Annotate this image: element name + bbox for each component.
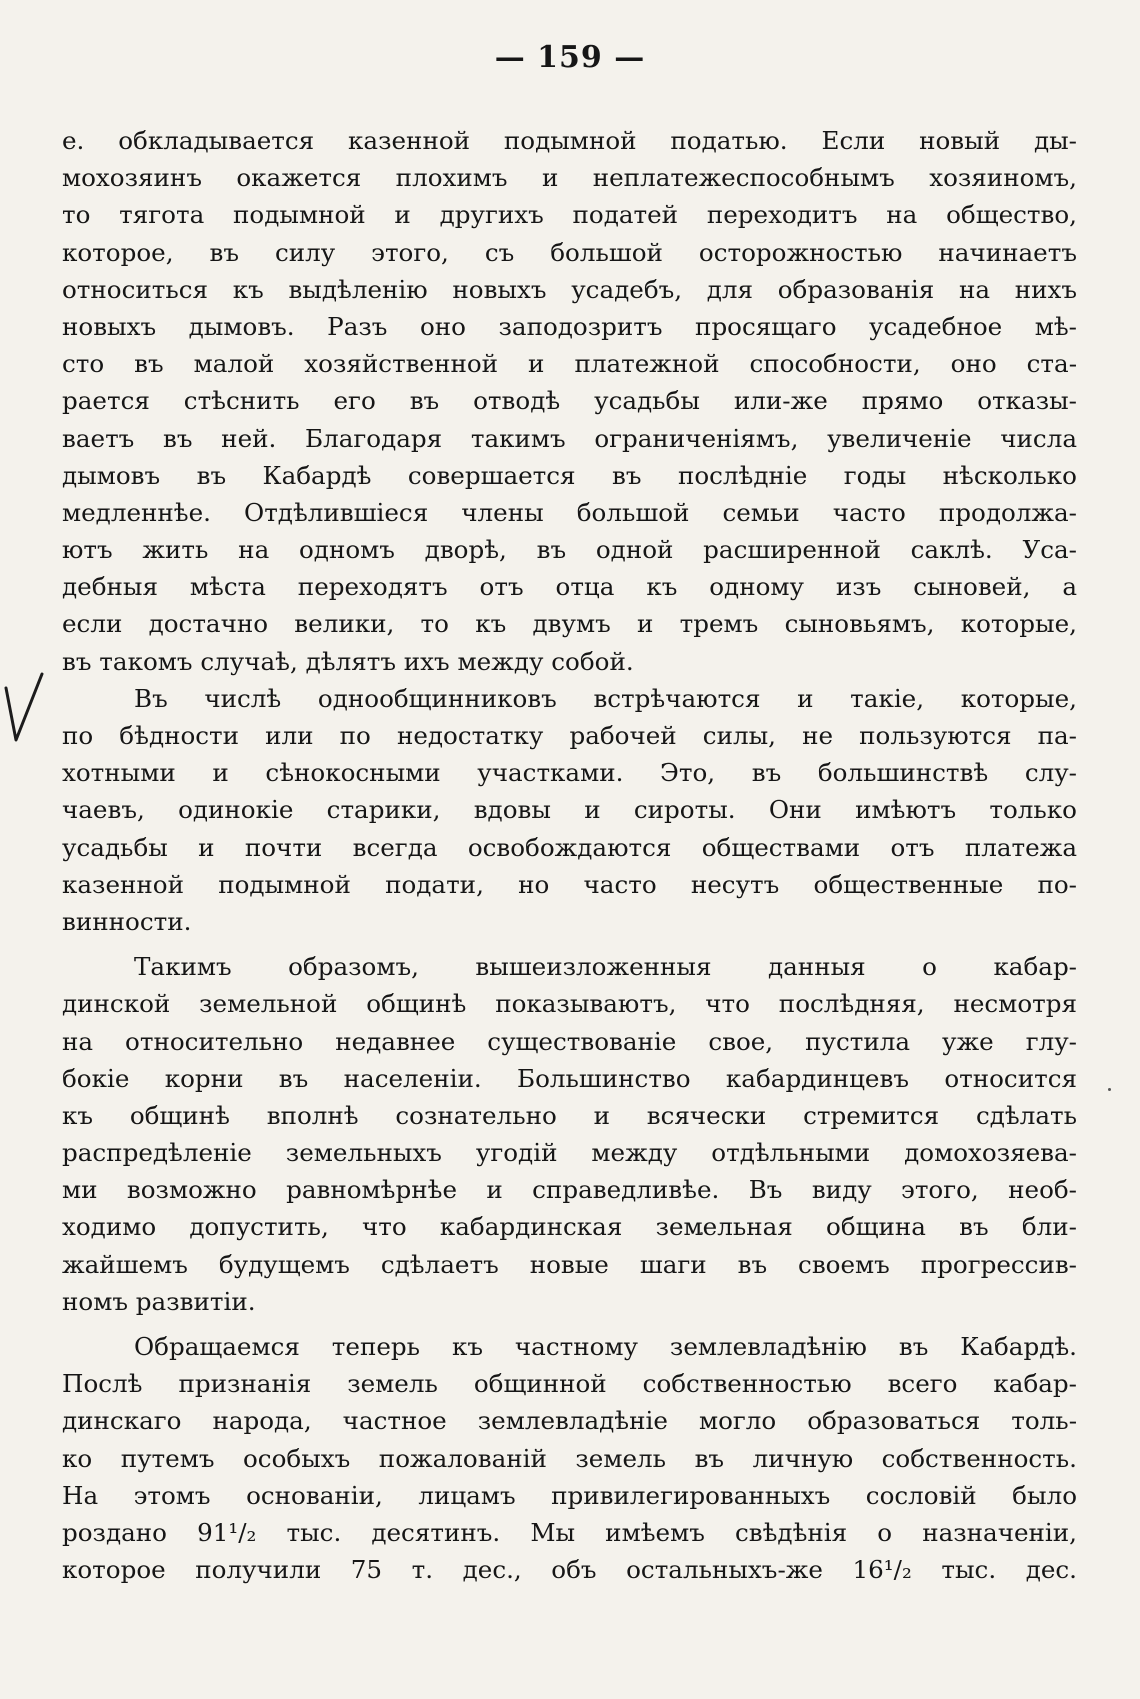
paragraph-1 (62, 122, 1077, 680)
text-line: жайшемъ будущемъ сдѣлаетъ новые шаги въ своемъ прогрессив- (62, 1249, 1077, 1279)
text-line: ютъ жить на одномъ дворѣ, въ одной расширенной саклѣ. Уса- (62, 535, 1077, 565)
text-line: Послѣ признанія земель общинной собственностью всего кабар- (62, 1369, 1077, 1399)
body-text (62, 122, 1077, 1588)
text-line: Въ числѣ однообщинниковъ встрѣчаются и такіе, которые, (134, 683, 1077, 713)
text-line: въ такомъ случаѣ, дѣлятъ ихъ между собой. (62, 646, 634, 676)
text-line: по бѣдности или по недостатку рабочей силы, не пользуются па- (62, 721, 1077, 750)
text-line: сто въ малой хозяйственной и платежной способности, оно ста- (62, 349, 1077, 379)
text-line: ми возможно равномѣрнѣе и справедливѣе. Въ виду этого, необ- (62, 1175, 1077, 1205)
text-line: винности. (62, 906, 192, 936)
text-line: на относительно недавнее существованіе свое, пустила уже глу- (62, 1026, 1077, 1056)
text-line: ваетъ въ ней. Благодаря такимъ ограниченіямъ, увеличеніе числа (62, 423, 1077, 453)
text-line: мохозяинъ окажется плохимъ и неплатежеспособнымъ хозяиномъ, (62, 163, 1077, 193)
text-line: новыхъ дымовъ. Разъ оно заподозритъ просящаго усадебное мѣ- (62, 311, 1077, 341)
paragraph-4 (62, 1328, 1077, 1588)
text-line: относиться къ выдѣленію новыхъ усадебъ, для образованія на нихъ (62, 274, 1077, 304)
text-line: ко путемъ особыхъ пожалованій земель въ личную собственность. (62, 1443, 1077, 1473)
text-line: На этомъ основаніи, лицамъ привилегированныхъ сословій было (62, 1480, 1077, 1510)
text-line: Такимъ образомъ, вышеизложенныя данныя о кабар- (134, 952, 1077, 982)
text-line: роздано 91¹/₂ тыс. десятинъ. Мы имѣемъ свѣдѣнія о назначеніи, (62, 1517, 1077, 1547)
checkmark-icon (2, 668, 46, 748)
page-number: — 159 — (494, 40, 646, 75)
text-line: медленнѣе. Отдѣлившіеся члены большой семьи часто продолжа- (62, 497, 1077, 527)
text-line: казенной подымной подати, но часто несутъ общественные по- (62, 869, 1077, 899)
paragraph-2 (62, 680, 1077, 940)
paragraph-3 (62, 948, 1077, 1320)
text-line: динскаго народа, частное землевладѣніе могло образоваться толь- (62, 1406, 1077, 1436)
text-line: ходимо допустить, что кабардинская земельная община въ бли- (62, 1212, 1077, 1242)
text-line: е. обкладывается казенной подымной податью. Если новый ды- (62, 126, 1077, 155)
text-line: которое, въ силу этого, съ большой осторожностью начинаетъ (62, 237, 1077, 267)
text-line: хотными и сѣнокосными участками. Это, въ большинствѣ слу- (62, 758, 1077, 788)
text-line: динской земельной общинѣ показываютъ, что послѣдняя, несмотря (62, 989, 1077, 1019)
text-line: которое получили 75 т. дес., объ остальныхъ-же 16¹/₂ тыс. дес. (62, 1555, 1077, 1585)
text-line: то тягота подымной и другихъ податей переходитъ на общество, (62, 200, 1077, 230)
text-line: чаевъ, одинокіе старики, вдовы и сироты. Они имѣютъ только (62, 795, 1077, 825)
margin-speck (1108, 1088, 1111, 1091)
text-line: Обращаемся теперь къ частному землевладѣнію въ Кабардѣ. (134, 1332, 1077, 1361)
text-line: номъ развитіи. (62, 1286, 256, 1316)
text-line: къ общинѣ вполнѣ сознательно и всячески стремится сдѣлать (62, 1100, 1077, 1130)
text-line: если достачно велики, то къ двумъ и тремъ сыновьямъ, которые, (62, 609, 1077, 639)
text-line: усадьбы и почти всегда освобождаются обществами отъ платежа (62, 832, 1077, 862)
text-line: бокіе корни въ населеніи. Большинство кабардинцевъ относится (62, 1063, 1077, 1093)
text-line: распредѣленіе земельныхъ угодій между отдѣльными домохозяева- (62, 1138, 1077, 1168)
text-line: дебныя мѣста переходятъ отъ отца къ одному изъ сыновей, а (62, 572, 1077, 602)
text-line: рается стѣснить его въ отводѣ усадьбы или-же прямо отказы- (62, 386, 1077, 416)
text-line: дымовъ въ Кабардѣ совершается въ послѣдніе годы нѣсколько (62, 460, 1077, 490)
